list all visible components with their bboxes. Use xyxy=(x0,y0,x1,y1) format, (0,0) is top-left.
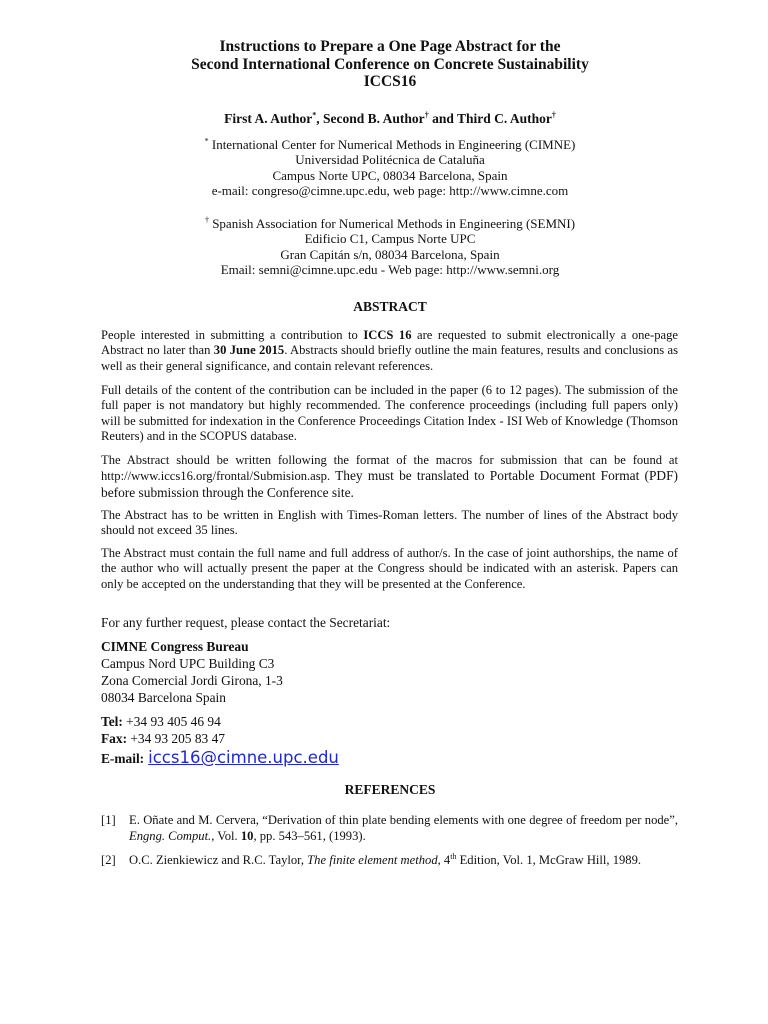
abstract-paragraph-1: People interested in submitting a contribution to ICCS 16 are requested to submit electronically a one-page Abstract no later than 30 June 2015. Abstracts should briefly outline the main features, results and conclusions as well as their general significance, and contain relevant references. xyxy=(101,328,679,373)
affiliation-2 xyxy=(100,216,680,278)
deadline-date: 30 June 2015 xyxy=(213,343,285,358)
phone-fax xyxy=(101,713,225,747)
contact-request: For any further request, please contact the Secretariat: xyxy=(101,615,391,630)
affiliation-1-name: * International Center for Numerical Methods in Engineering (CIMNE) xyxy=(204,136,576,152)
fax-line: Fax: +34 93 205 83 47 xyxy=(101,731,225,746)
author-1-mark: * xyxy=(312,110,317,120)
affiliation-1-contact: e-mail: congreso@cimne.upc.edu, web page: http://www.cimne.com xyxy=(211,183,569,199)
secretariat-address xyxy=(101,638,283,706)
bureau-address-line-3: 08034 Barcelona Spain xyxy=(101,690,226,705)
reference-item xyxy=(101,812,678,844)
reference-item xyxy=(101,852,678,868)
affiliation-2-contact: Email: semni@cimne.upc.edu - Web page: http://www.semni.org xyxy=(220,262,560,278)
author-3-mark: † xyxy=(551,110,556,120)
affiliation-2-address: Gran Capitán s/n, 08034 Barcelona, Spain xyxy=(280,246,500,262)
title-line-1: Instructions to Prepare a One Page Abstract for the xyxy=(219,38,561,55)
bureau-name: CIMNE Congress Bureau xyxy=(101,639,249,654)
abstract-paragraph-2: Full details of the content of the contribution can be included in the paper (6 to 12 pages). The submission of the full paper is not mandatory but highly recommended. The conference proceedings (including full papers only) will be submitted for indexation in the Conference Proceedings Citation Index - ISI Web of Knowledge (Thomson Reuters) and in the SCOPUS database. xyxy=(101,383,678,443)
title-line-3: ICCS16 xyxy=(363,73,417,90)
abstract-paragraph-3: The Abstract should be written following the format of the macros for submission that can be found at http://www.iccs16.org/frontal/Submision.asp. They must be translated to Portable Document Format (PDF) before submission through the Conference site. xyxy=(101,453,678,500)
affiliation-2-mark: † xyxy=(204,215,209,225)
reference-number: [2] xyxy=(101,853,116,867)
reference-text: O.C. Zienkiewicz and R.C. Taylor, The finite element method, 4th Edition, Vol. 1, McGraw Hill, 1989. xyxy=(129,851,642,867)
author-2-mark: † xyxy=(424,110,429,120)
email-line xyxy=(101,748,339,767)
tel-line: Tel: +34 93 405 46 94 xyxy=(101,714,221,729)
affiliation-2-building: Edificio C1, Campus Norte UPC xyxy=(304,231,476,247)
affiliation-1-mark: * xyxy=(204,136,209,146)
email-link[interactable]: iccs16@cimne.upc.edu xyxy=(148,748,339,767)
author-2: , Second B. Author xyxy=(316,111,425,126)
affiliation-1-address: Campus Norte UPC, 08034 Barcelona, Spain xyxy=(272,167,508,183)
abstract-paragraph-5: The Abstract must contain the full name and full address of author/s. In the case of joint authorships, the name of the author who will actually present the paper at the Congress should be indicated with an asterisk. Papers can only be accepted on the understanding that they will be presented at the Conference. xyxy=(101,546,678,591)
reference-text: E. Oñate and M. Cervera, “Derivation of thin plate bending elements with one degree of freedom per node”, Engng. Comput., Vol. 10, pp. 543–561, (1993). xyxy=(129,813,678,843)
affiliation-2-name: † Spanish Association for Numerical Methods in Engineering (SEMNI) xyxy=(204,215,576,231)
reference-number: [1] xyxy=(101,813,116,827)
affiliation-1 xyxy=(100,137,680,199)
abstract-paragraph-4: The Abstract has to be written in English with Times-Roman letters. The number of lines of the Abstract body should not exceed 35 lines. xyxy=(101,508,678,538)
references-heading: REFERENCES xyxy=(344,782,436,797)
email-label: E-mail: xyxy=(101,751,145,766)
bureau-address-line-2: Zona Comercial Jordi Girona, 1-3 xyxy=(101,673,283,688)
author-1: First A. Author xyxy=(224,111,313,126)
bureau-address-line-1: Campus Nord UPC Building C3 xyxy=(101,656,275,671)
paper-title xyxy=(100,38,680,91)
conference-name: ICCS 16 xyxy=(363,328,412,342)
author-list xyxy=(100,111,680,127)
author-3: and Third C. Author xyxy=(428,111,552,126)
abstract-heading: ABSTRACT xyxy=(353,299,427,314)
affiliation-1-university: Universidad Politécnica de Cataluña xyxy=(295,152,485,168)
title-line-2: Second International Conference on Concrete Sustainability xyxy=(191,55,589,73)
